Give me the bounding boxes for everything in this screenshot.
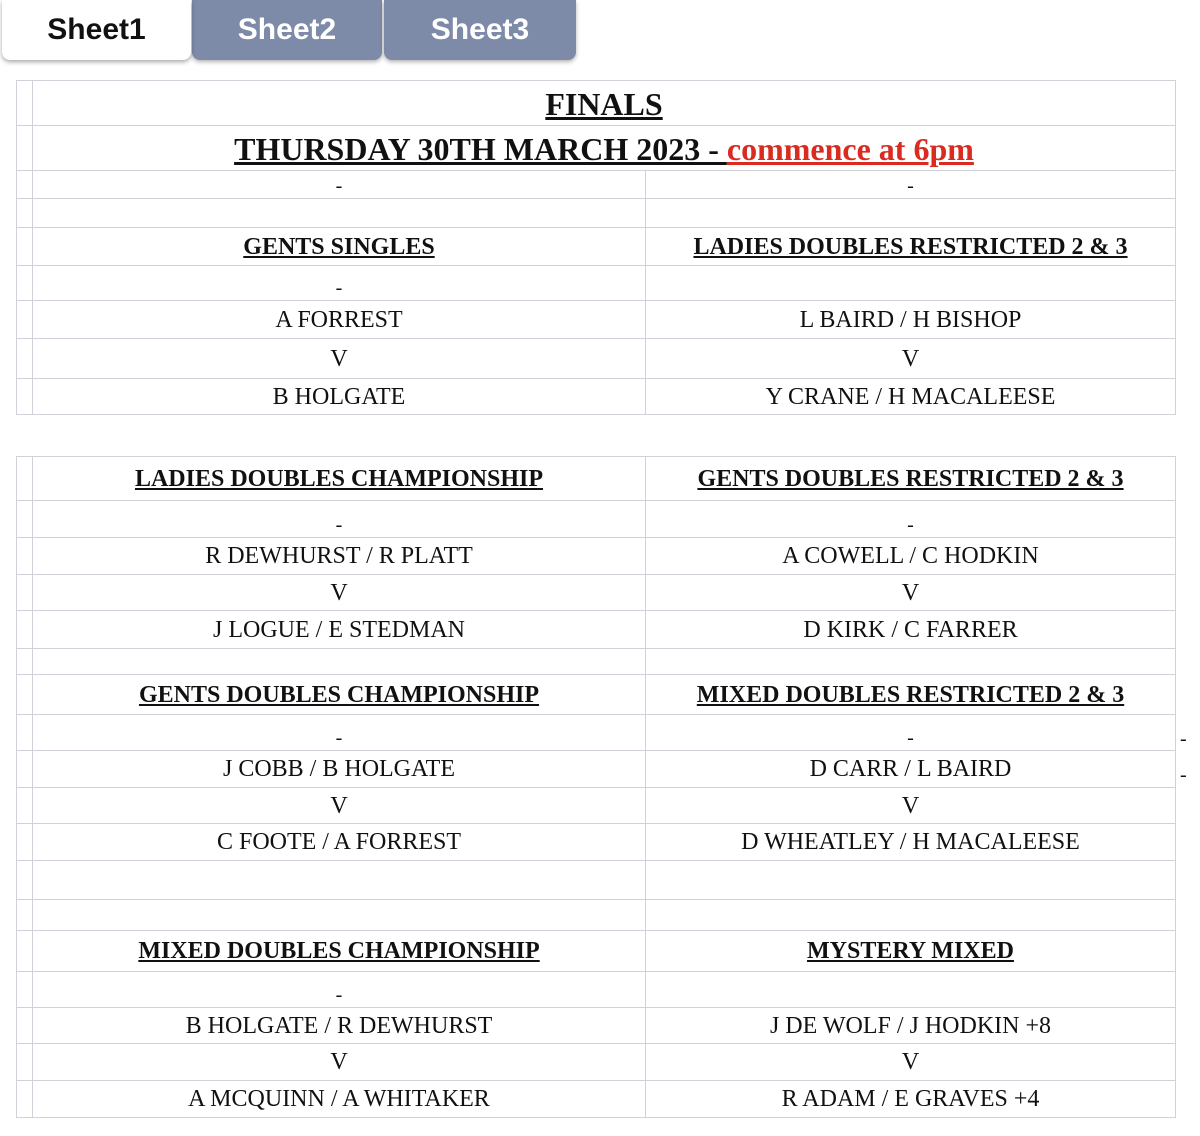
versus-cell[interactable]: V	[330, 579, 348, 606]
ladies-doubles-restricted-title[interactable]: LADIES DOUBLES RESTRICTED 2 & 3	[693, 233, 1128, 260]
grid-line	[16, 860, 1176, 861]
stray-dash: -	[1180, 764, 1187, 786]
versus-cell[interactable]: V	[901, 579, 920, 606]
gents-singles-title[interactable]: GENTS SINGLES	[243, 233, 435, 260]
commence-time: commence at 6pm	[726, 131, 974, 167]
grid-line	[16, 456, 17, 1118]
gents-doubles-restricted-title[interactable]: GENTS DOUBLES RESTRICTED 2 & 3	[697, 465, 1124, 492]
player-cell[interactable]: J LOGUE / E STEDMAN	[213, 616, 465, 643]
tab-sheet3[interactable]: Sheet3	[384, 0, 576, 60]
grid-line	[16, 80, 17, 415]
versus-cell[interactable]: V	[330, 1049, 348, 1075]
grid-line	[16, 1117, 1176, 1118]
grid-line	[16, 198, 1176, 199]
dash-cell[interactable]: -	[907, 727, 914, 749]
grid-line	[16, 80, 1176, 81]
mixed-doubles-championship-title[interactable]: MIXED DOUBLES CHAMPIONSHIP	[138, 938, 540, 964]
player-cell[interactable]: R DEWHURST / R PLATT	[205, 543, 473, 569]
versus-cell[interactable]: V	[901, 792, 920, 819]
player-cell[interactable]: A MCQUINN / A WHITAKER	[188, 1086, 490, 1112]
tab-sheet2[interactable]: Sheet2	[192, 0, 382, 60]
dash-cell[interactable]: -	[335, 175, 343, 197]
player-cell[interactable]: D WHEATLEY / H MACALEESE	[741, 829, 1080, 855]
versus-cell[interactable]: V	[901, 345, 920, 372]
versus-cell[interactable]: V	[330, 345, 348, 372]
mystery-mixed-title[interactable]: MYSTERY MIXED	[807, 938, 1014, 964]
mixed-doubles-restricted-title[interactable]: MIXED DOUBLES RESTRICTED 2 & 3	[696, 681, 1125, 708]
date-row[interactable]	[33, 128, 1175, 170]
grid-line	[16, 125, 1176, 126]
dash-cell[interactable]: -	[335, 984, 343, 1006]
player-cell[interactable]: A FORREST	[275, 306, 403, 333]
dash-cell[interactable]: -	[335, 727, 343, 749]
gents-doubles-championship-title[interactable]: GENTS DOUBLES CHAMPIONSHIP	[138, 681, 540, 708]
player-cell[interactable]: C FOOTE / A FORREST	[216, 829, 462, 855]
dash-cell[interactable]: -	[335, 514, 343, 536]
player-cell[interactable]: Y CRANE / H MACALEESE	[765, 383, 1056, 410]
stray-dash: -	[1180, 728, 1187, 750]
dash-cell[interactable]: -	[907, 514, 914, 536]
finals-title[interactable]: FINALS	[545, 86, 663, 122]
grid-line	[16, 648, 1176, 649]
player-cell[interactable]: D CARR / L BAIRD	[809, 756, 1012, 782]
player-cell[interactable]: J COBB / B HOLGATE	[222, 756, 456, 782]
ladies-doubles-championship-title[interactable]: LADIES DOUBLES CHAMPIONSHIP	[134, 465, 544, 492]
versus-cell[interactable]: V	[330, 792, 348, 819]
player-cell[interactable]: A COWELL / C HODKIN	[782, 543, 1039, 569]
player-cell[interactable]: D KIRK / C FARRER	[803, 616, 1018, 643]
versus-cell[interactable]: V	[901, 1049, 920, 1075]
sheet-tab-bar	[0, 0, 1200, 62]
dash-cell[interactable]: -	[335, 277, 343, 299]
grid-line	[1175, 456, 1176, 1118]
player-cell[interactable]: B HOLGATE / R DEWHURST	[185, 1012, 493, 1039]
grid-line	[16, 899, 1176, 900]
player-cell[interactable]: J DE WOLF / J HODKIN +8	[769, 1012, 1052, 1039]
grid-line	[16, 414, 1176, 415]
tab-sheet1[interactable]: Sheet1	[2, 0, 191, 60]
date-text: THURSDAY 30TH MARCH 2023 -	[234, 131, 727, 167]
grid-line	[1175, 80, 1176, 415]
player-cell[interactable]: R ADAM / E GRAVES +4	[781, 1086, 1040, 1112]
dash-cell[interactable]: -	[907, 175, 914, 197]
player-cell[interactable]: B HOLGATE	[272, 383, 406, 410]
player-cell[interactable]: L BAIRD / H BISHOP	[799, 306, 1022, 333]
